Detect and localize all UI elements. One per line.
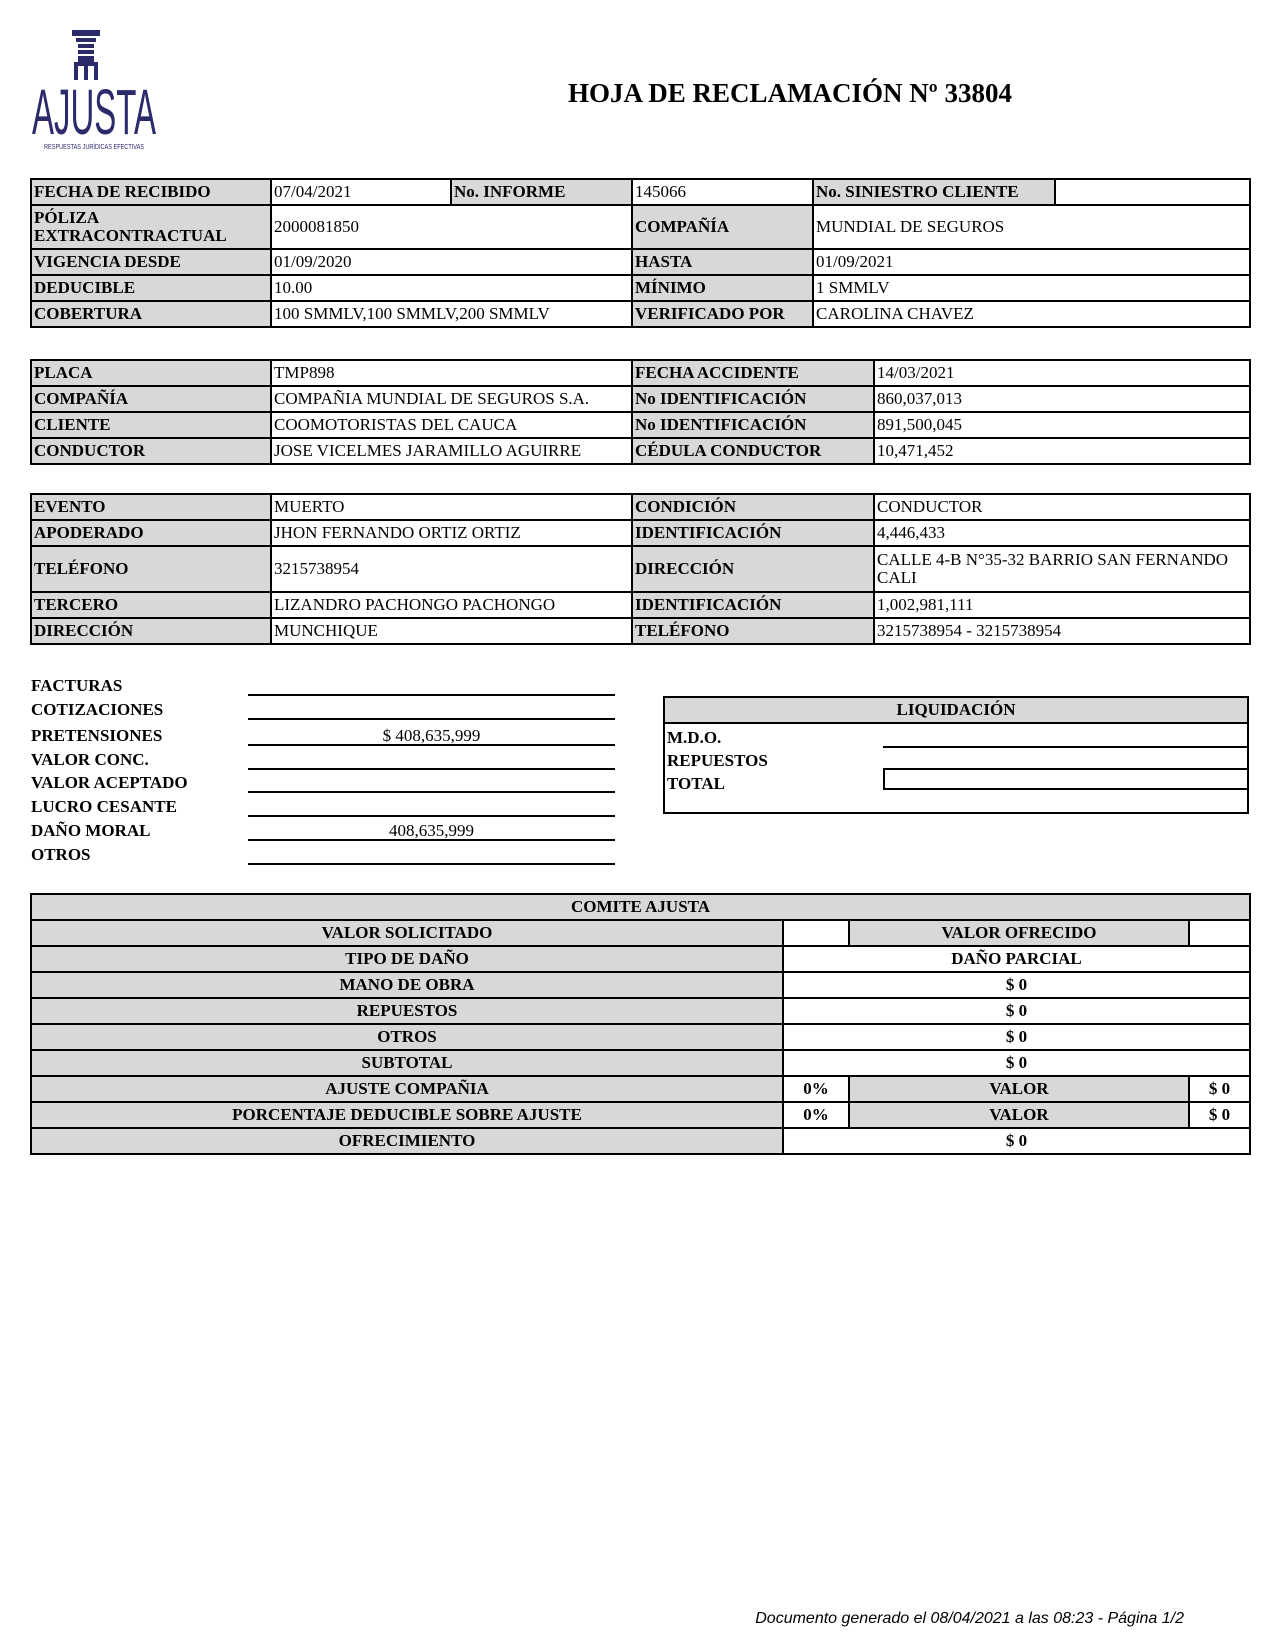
value-compania: MUNDIAL DE SEGUROS: [813, 205, 1250, 249]
label-otros: OTROS: [31, 845, 91, 864]
label-no-siniestro: No. SINIESTRO CLIENTE: [813, 179, 1055, 205]
value-ofrecimiento: $ 0: [783, 1128, 1250, 1154]
value-ident-tercero: 1,002,981,111: [874, 592, 1250, 618]
label-tercero: TERCERO: [31, 592, 271, 618]
label-id-compania: No IDENTIFICACIÓN: [632, 386, 874, 412]
value-repuestos-comite: $ 0: [783, 998, 1250, 1024]
value-compania-2: COMPAÑIA MUNDIAL DE SEGUROS S.A.: [271, 386, 632, 412]
value-porcentaje-valor: $ 0: [1189, 1102, 1250, 1128]
line-otros: [248, 845, 615, 865]
value-valor-solicitado: [783, 920, 849, 946]
value-poliza: 2000081850: [271, 205, 632, 249]
value-telefono-tercero: 3215738954 - 3215738954: [874, 618, 1250, 644]
label-apoderado: APODERADO: [31, 520, 271, 546]
liquidacion-title: LIQUIDACIÓN: [665, 698, 1247, 724]
label-valor-conc: VALOR CONC.: [31, 750, 149, 769]
label-telefono-tercero: TELÉFONO: [632, 618, 874, 644]
label-minimo: MÍNIMO: [632, 275, 813, 301]
logo-tagline: RESPUESTAS JURÍDICAS EFECTIVAS: [44, 144, 163, 151]
value-placa: TMP898: [271, 360, 632, 386]
page-footer: Documento generado el 08/04/2021 a las 08:23 - Página 1/2: [755, 1610, 1184, 1627]
label-valor-ofrecido: VALOR OFRECIDO: [849, 920, 1189, 946]
label-id-cliente: No IDENTIFICACIÓN: [632, 412, 874, 438]
value-dano-moral: 408,635,999: [248, 821, 615, 841]
value-porcentaje-pct: 0%: [783, 1102, 849, 1128]
value-valor-ofrecido: [1189, 920, 1250, 946]
label-fecha-recibido: FECHA DE RECIBIDO: [31, 179, 271, 205]
comite-title: COMITE AJUSTA: [31, 894, 1250, 920]
value-vigencia: 01/09/2020: [271, 249, 632, 275]
label-repuestos-comite: REPUESTOS: [31, 998, 783, 1024]
event-table: [30, 493, 1251, 645]
label-no-informe: No. INFORME: [451, 179, 632, 205]
line-valor-conc: [248, 750, 615, 770]
label-cotizaciones: COTIZACIONES: [31, 700, 164, 719]
label-otros-comite: OTROS: [31, 1024, 783, 1050]
value-ajuste-valor: $ 0: [1189, 1076, 1250, 1102]
value-fecha-accidente: 14/03/2021: [874, 360, 1250, 386]
label-cobertura: COBERTURA: [31, 301, 271, 327]
total-field: [883, 768, 1249, 790]
label-repuestos: REPUESTOS: [667, 751, 768, 770]
label-tipo-dano: TIPO DE DAÑO: [31, 946, 783, 972]
label-compania-2: COMPAÑÍA: [31, 386, 271, 412]
value-no-informe: 145066: [632, 179, 813, 205]
label-cedula: CÉDULA CONDUCTOR: [632, 438, 874, 464]
label-vigencia: VIGENCIA DESDE: [31, 249, 271, 275]
label-poliza: PÓLIZA EXTRACONTRACTUAL: [31, 205, 271, 249]
label-dano-moral: DAÑO MORAL: [31, 821, 151, 840]
value-cliente: COOMOTORISTAS DEL CAUCA: [271, 412, 632, 438]
value-fecha-recibido: 07/04/2021: [271, 179, 451, 205]
label-porcentaje-valor: VALOR: [849, 1102, 1189, 1128]
line-mdo: [883, 698, 1247, 748]
value-evento: MUERTO: [271, 494, 632, 520]
label-evento: EVENTO: [31, 494, 271, 520]
label-mdo: M.D.O.: [667, 728, 722, 747]
value-cobertura: 100 SMMLV,100 SMMLV,200 SMMLV: [271, 301, 632, 327]
label-lucro-cesante: LUCRO CESANTE: [31, 797, 177, 816]
label-ajuste-compania: AJUSTE COMPAÑIA: [31, 1076, 783, 1102]
label-ident-apoderado: IDENTIFICACIÓN: [632, 520, 874, 546]
value-minimo: 1 SMMLV: [813, 275, 1250, 301]
line-cotizaciones: [248, 700, 615, 720]
value-ajuste-pct: 0%: [783, 1076, 849, 1102]
value-tipo-dano: DAÑO PARCIAL: [783, 946, 1250, 972]
value-ident-apoderado: 4,446,433: [874, 520, 1250, 546]
label-placa: PLACA: [31, 360, 271, 386]
label-subtotal: SUBTOTAL: [31, 1050, 783, 1076]
value-apoderado: JHON FERNANDO ORTIZ ORTIZ: [271, 520, 632, 546]
value-pretensiones: $ 408,635,999: [248, 726, 615, 746]
label-ajuste-valor: VALOR: [849, 1076, 1189, 1102]
value-id-compania: 860,037,013: [874, 386, 1250, 412]
label-deducible: DEDUCIBLE: [31, 275, 271, 301]
label-porcentaje-deducible: PORCENTAJE DEDUCIBLE SOBRE AJUSTE: [31, 1102, 783, 1128]
value-cedula: 10,471,452: [874, 438, 1250, 464]
label-total: TOTAL: [667, 774, 725, 793]
value-telefono: 3215738954: [271, 546, 632, 592]
label-fecha-accidente: FECHA ACCIDENTE: [632, 360, 874, 386]
vehicle-table: [30, 359, 1251, 465]
label-valor-aceptado: VALOR ACEPTADO: [31, 773, 188, 792]
label-mano-obra: MANO DE OBRA: [31, 972, 783, 998]
label-pretensiones: PRETENSIONES: [31, 726, 163, 745]
label-telefono: TELÉFONO: [31, 546, 271, 592]
label-direccion: DIRECCIÓN: [632, 546, 874, 592]
value-condicion: CONDUCTOR: [874, 494, 1250, 520]
ajusta-logo-graphic: [28, 28, 163, 156]
value-direccion-tercero: MUNCHIQUE: [271, 618, 632, 644]
comite-table: [30, 893, 1251, 1155]
value-id-cliente: 891,500,045: [874, 412, 1250, 438]
line-valor-aceptado: [248, 773, 615, 793]
label-ofrecimiento: OFRECIMIENTO: [31, 1128, 783, 1154]
value-conductor: JOSE VICELMES JARAMILLO AGUIRRE: [271, 438, 632, 464]
line-repuestos: [883, 746, 1247, 770]
liquidacion-box: [663, 696, 1249, 814]
label-direccion-tercero: DIRECCIÓN: [31, 618, 271, 644]
value-subtotal: $ 0: [783, 1050, 1250, 1076]
value-no-siniestro: [1055, 179, 1250, 205]
label-compania: COMPAÑÍA: [632, 205, 813, 249]
ajusta-logo: [28, 28, 163, 156]
value-deducible: 10.00: [271, 275, 632, 301]
label-facturas: FACTURAS: [31, 676, 123, 695]
label-verificado: VERIFICADO POR: [632, 301, 813, 327]
line-lucro-cesante: [248, 797, 615, 817]
line-facturas: [248, 676, 615, 696]
label-condicion: CONDICIÓN: [632, 494, 874, 520]
page-title: HOJA DE RECLAMACIÓN Nº 33804: [568, 78, 1012, 108]
label-ident-tercero: IDENTIFICACIÓN: [632, 592, 874, 618]
value-mano-obra: $ 0: [783, 972, 1250, 998]
label-valor-solicitado: VALOR SOLICITADO: [31, 920, 783, 946]
label-cliente: CLIENTE: [31, 412, 271, 438]
value-otros-comite: $ 0: [783, 1024, 1250, 1050]
value-verificado: CAROLINA CHAVEZ: [813, 301, 1250, 327]
label-hasta: HASTA: [632, 249, 813, 275]
policy-table: [30, 178, 1251, 328]
value-tercero: LIZANDRO PACHONGO PACHONGO: [271, 592, 632, 618]
label-conductor: CONDUCTOR: [31, 438, 271, 464]
value-direccion: CALLE 4-B N°35-32 BARRIO SAN FERNANDO CALI: [874, 546, 1250, 592]
logo-wordmark: AJUSTA: [32, 76, 157, 148]
value-hasta: 01/09/2021: [813, 249, 1250, 275]
